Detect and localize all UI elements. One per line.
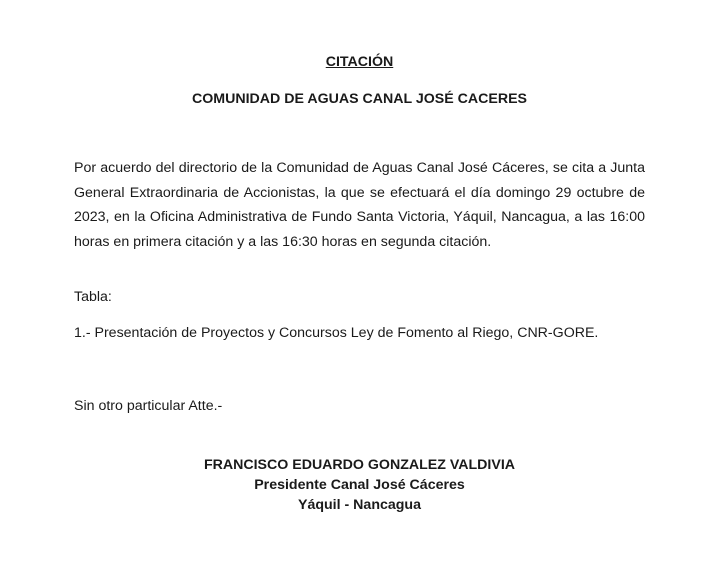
signatory-name: FRANCISCO EDUARDO GONZALEZ VALDIVIA (203, 457, 516, 473)
signatory-location: Yáquil - Nancagua (298, 497, 421, 513)
signature-block (0, 455, 719, 515)
closing-line: Sin otro particular Atte.- (74, 398, 223, 414)
document-subtitle: COMUNIDAD DE AGUAS CANAL JOSÉ CACERES (191, 91, 527, 107)
citation-body: Por acuerdo del directorio de la Comunidad de Aguas Canal José Cáceres, se cita a Junta General Extraordinaria de Accionistas, la que se efectuará el día domingo 29 octubre de 2023, en la Oficina Administrativa de Fundo Santa Victoria, Yáquil, Nancagua, a las 16:00 horas en primera citación y a las 16:30 horas en segunda citación. (74, 160, 645, 250)
agenda-item: 1.- Presentación de Proyectos y Concursos Ley de Fomento al Riego, CNR-GORE. (74, 325, 599, 341)
document-title: CITACIÓN (325, 54, 394, 70)
signatory-role: Presidente Canal José Cáceres (254, 477, 465, 493)
agenda-label: Tabla: (74, 289, 112, 305)
